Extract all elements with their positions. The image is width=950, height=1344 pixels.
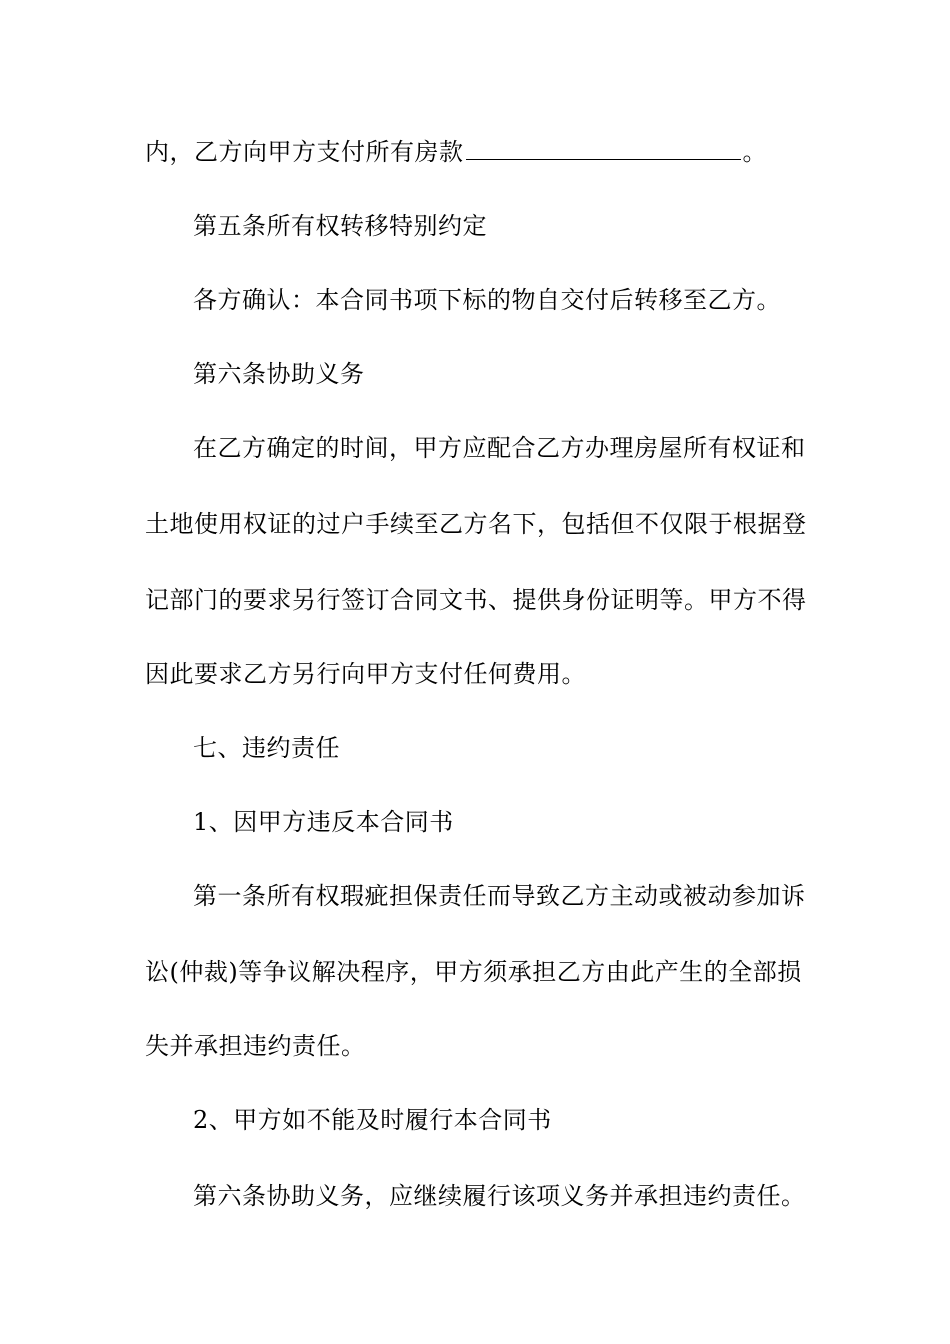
clause-1-heading: 1、因甲方违反本合同书 xyxy=(193,808,454,836)
clause-2-body: 第六条协助义务，应继续履行该项义务并承担违约责任。 xyxy=(193,1182,806,1210)
payment-amount-blank xyxy=(466,137,741,160)
article-5-body: 各方确认：本合同书项下标的物自交付后转移至乙方。 xyxy=(193,286,781,314)
payment-text: 内，乙方向甲方支付所有房款 xyxy=(145,138,464,166)
article-5-heading: 第五条所有权转移特别约定 xyxy=(193,212,487,240)
clause-1-body-line-1: 第一条所有权瑕疵担保责任而导致乙方主动或被动参加诉 xyxy=(193,882,806,910)
article-6-body-line-3: 记部门的要求另行签订合同文书、提供身份证明等。甲方不得 xyxy=(145,586,807,614)
article-6-heading: 第六条协助义务 xyxy=(193,360,365,388)
article-6-body-line-1: 在乙方确定的时间，甲方应配合乙方办理房屋所有权证和 xyxy=(193,434,806,462)
clause-2-heading: 2、甲方如不能及时履行本合同书 xyxy=(193,1106,552,1134)
payment-text-end: 。 xyxy=(742,138,767,166)
clause-1-body-line-2: 讼(仲裁)等争议解决程序，甲方须承担乙方由此产生的全部损 xyxy=(145,958,802,986)
article-6-body-line-2: 土地使用权证的过户手续至乙方名下，包括但不仅限于根据登 xyxy=(145,510,807,538)
clause-1-body-line-3: 失并承担违约责任。 xyxy=(145,1032,366,1060)
article-6-body-line-4: 因此要求乙方另行向甲方支付任何费用。 xyxy=(145,660,586,688)
section-7-heading: 七、违约责任 xyxy=(193,734,340,762)
paragraph-line-payment xyxy=(145,136,815,168)
